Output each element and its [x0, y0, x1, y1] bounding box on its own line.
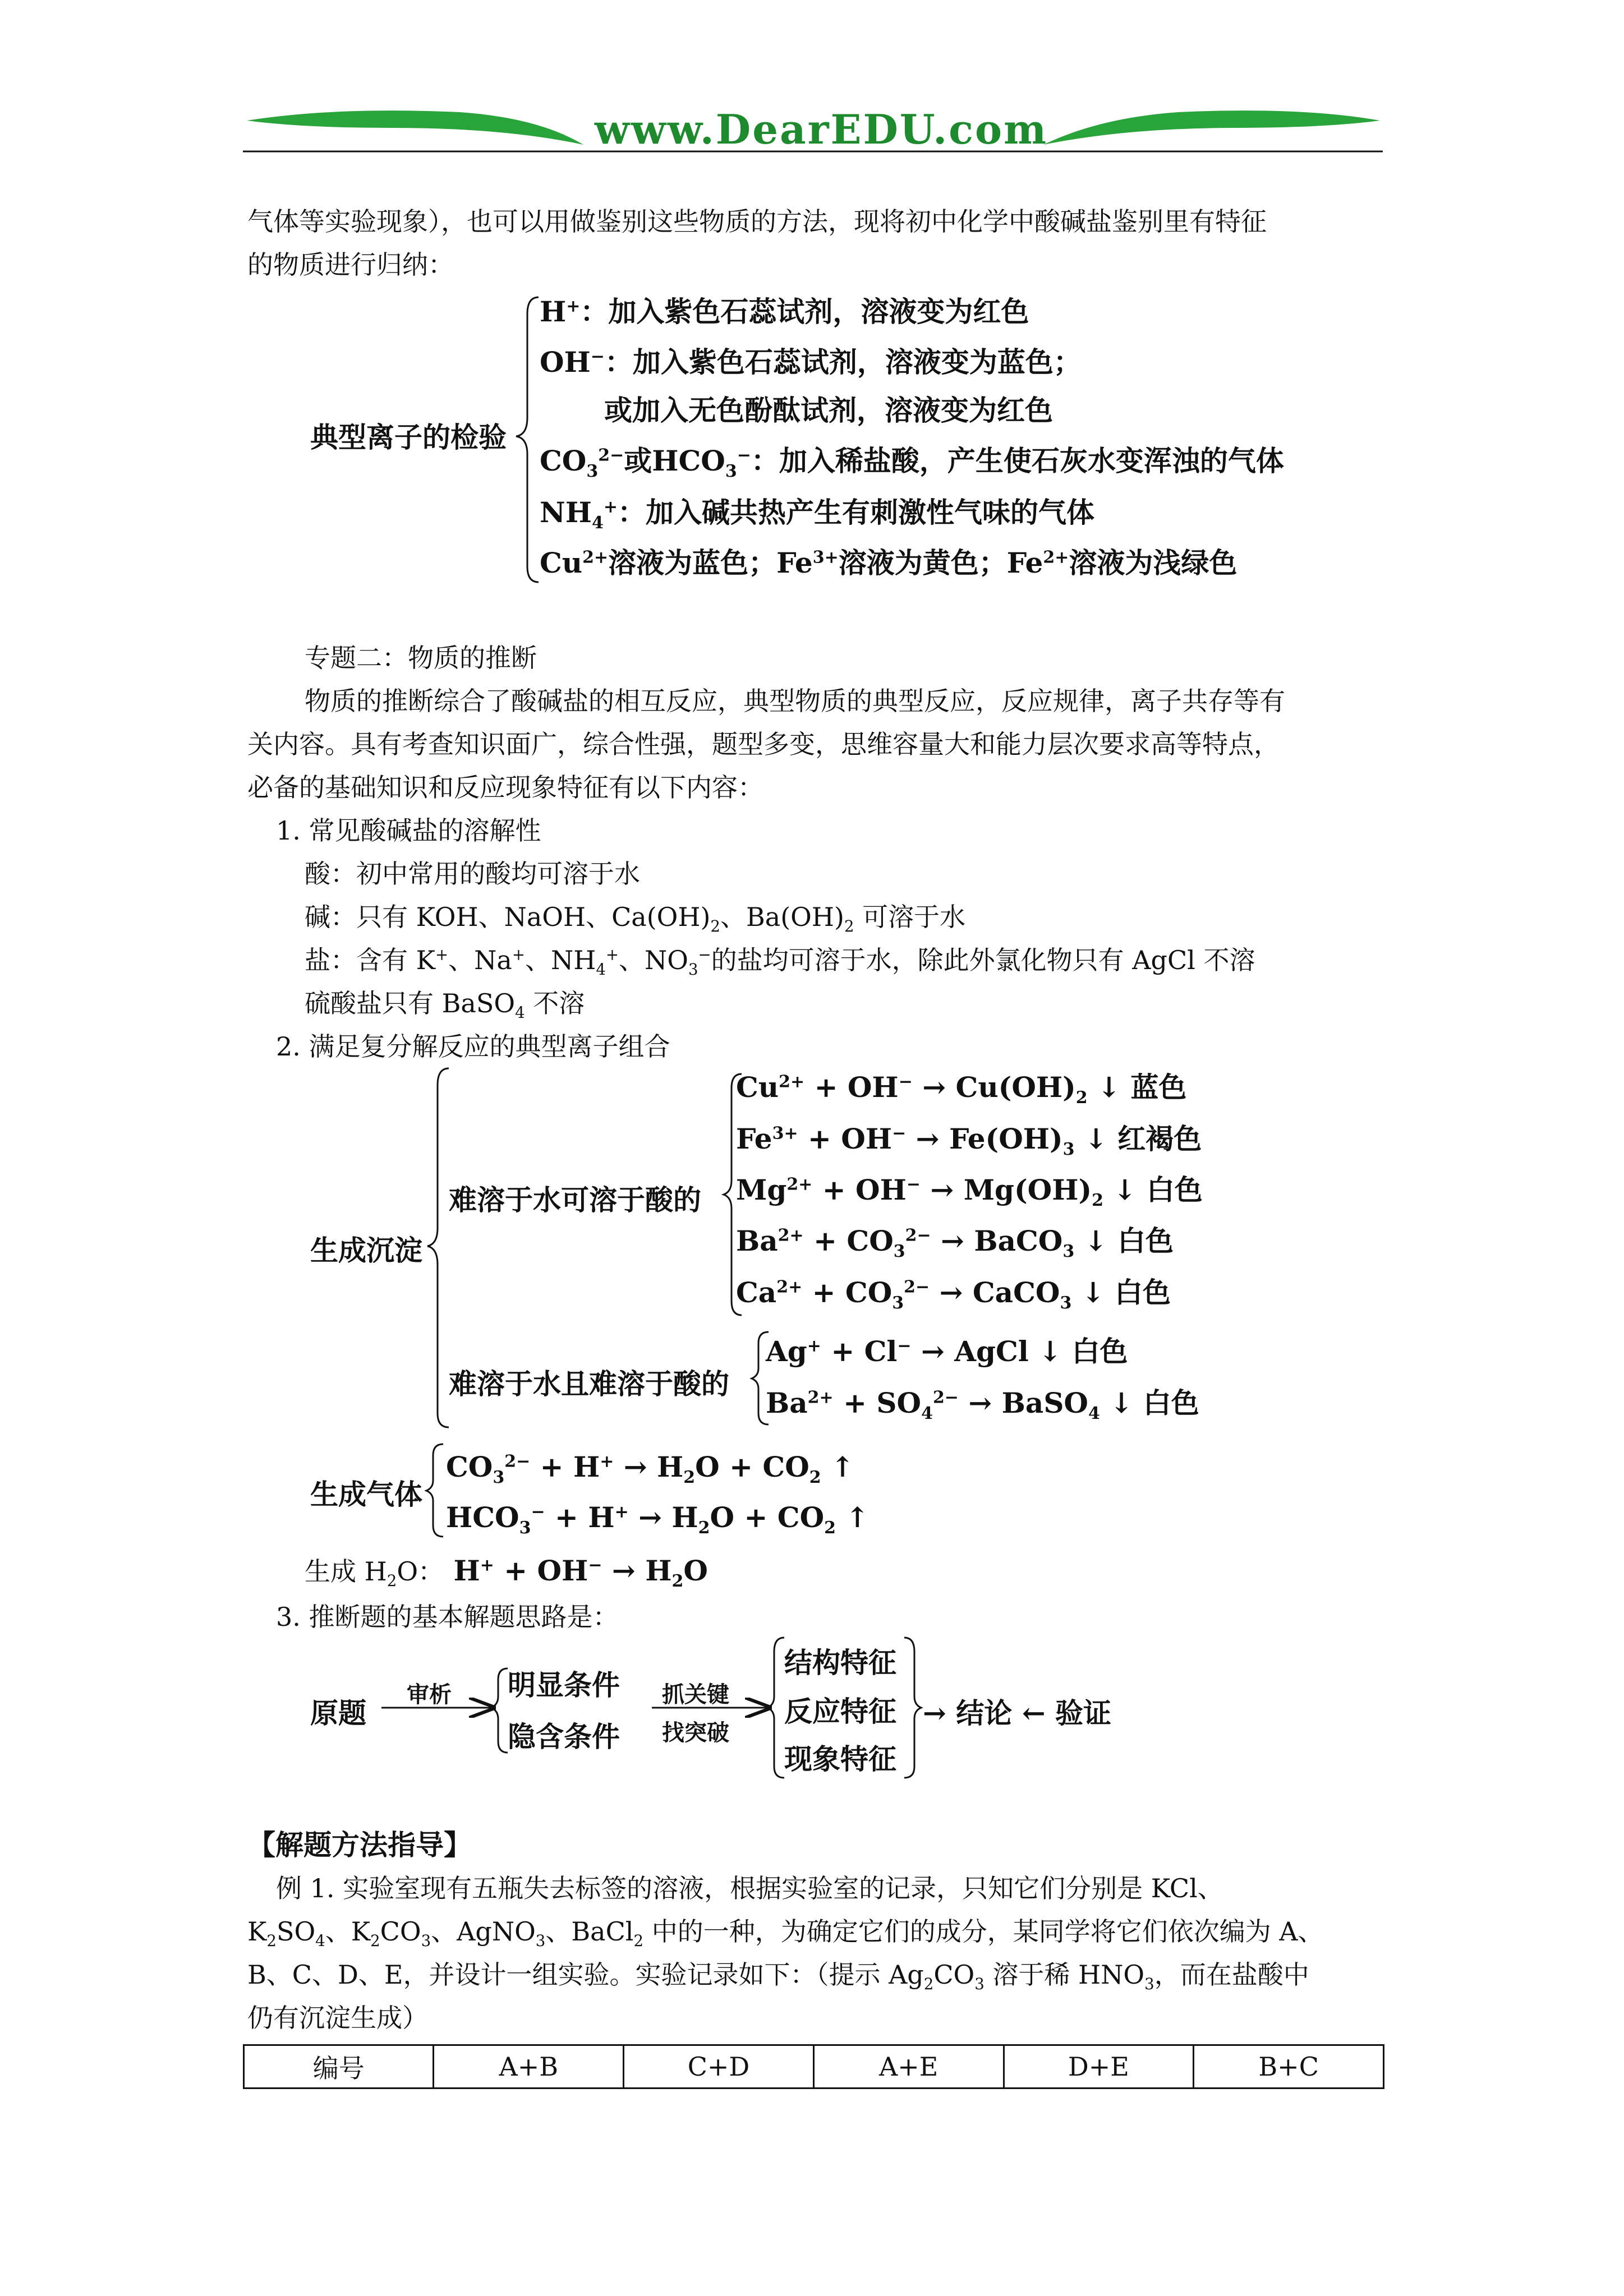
eq-fe: $Fe^{3+} + OH^- \to Fe(OH)_3$ ↓ 红褐色 [736, 1122, 1202, 1159]
approach-structure: 结构特征 [784, 1646, 896, 1679]
record-table [243, 2044, 1384, 2089]
approach-original: 原题 [310, 1696, 366, 1730]
acid-soluble-label: 难溶于水可溶于酸的 [449, 1183, 701, 1216]
intro-line-1: 气体等实验现象），也可以用做鉴别这些物质的方法，现将初中化学中酸碱盐鉴别里有特征 [247, 206, 1267, 237]
topic2-para-1: 物质的推断综合了酸碱盐的相互反应，典型物质的典型反应，反应规律，离子共存等有 [305, 686, 1285, 716]
eq-hco3-gas: $HCO_3^- + H^+ \to H_2O + CO_2$ ↑ [446, 1501, 869, 1538]
gas-label: 生成气体 [310, 1478, 422, 1511]
solubility-sulfate: 硫酸盐只有 BaSO$_4$ 不溶 [305, 988, 585, 1022]
precipitate-label: 生成沉淀 [310, 1234, 422, 1267]
table-header-cell: C+D [624, 2045, 814, 2088]
solubility-salt: 盐：含有 K+、Na+、$NH_4^+$、$NO_3^-$的盐均可溶于水，除此外氯化物只有 AgCl 不溶 [305, 945, 1255, 979]
eq-co3-gas: $CO_3^{2-} + H^+ \to H_2O + CO_2$ ↑ [446, 1450, 854, 1487]
ion-test-label: 典型离子的检验 [310, 421, 507, 454]
table-header-cell: B+C [1194, 2045, 1384, 2088]
topic2-title: 专题二：物质的推断 [305, 643, 537, 673]
approach-heading: 3. 推断题的基本解题思路是： [276, 1602, 619, 1632]
eq-baso4: $Ba^{2+} + SO_4^{2-}$ → BaSO$_4$ ↓ 白色 [766, 1386, 1199, 1423]
water-line: 生成 $H_2O$： $H^+ + OH^- \to H_2O$ [305, 1554, 708, 1591]
ion-nh4-line: $NH_4^+$：加入碱共热产生有刺激性气味的气体 [540, 496, 1094, 533]
solubility-base: 碱：只有 KOH、NaOH、$Ca(OH)_2$、$Ba(OH)_2$ 可溶于水 [305, 902, 966, 936]
approach-result-line: → 结论 ← 验证 [923, 1696, 1112, 1730]
ion-co3-line: $CO_3^{2-}$或$HCO_3^-$：加入稀盐酸，产生使石灰水变浑浊的气体 [540, 444, 1284, 481]
eq-mg: $Mg^{2+} + OH^- \to Mg(OH)_2$ ↓ 白色 [736, 1173, 1203, 1210]
approach-analyze: 审析 [407, 1681, 452, 1708]
record-table-wrap [243, 2044, 1384, 2089]
ion-metal-line: $Cu^{2+}$溶液为蓝色；$Fe^{3+}$溶液为黄色；$Fe^{2+}$溶液为浅绿色 [540, 546, 1237, 579]
eq-agcl: Ag+ + Cl− → AgCl ↓ 白色 [766, 1335, 1128, 1368]
eq-caco3: $Ca^{2+} + CO_3^{2-}$ → CaCO$_3$ ↓ 白色 [736, 1276, 1171, 1313]
table-header-cell: A+B [434, 2045, 624, 2088]
example1-line-3: B、C、D、E，并设计一组实验。实验记录如下：（提示 $Ag_2CO_3$ 溶于稀 $HNO_3$，而在盐酸中 [247, 1960, 1309, 1994]
guide-heading: 【解题方法指导】 [247, 1828, 472, 1861]
combos-heading: 2. 满足复分解反应的典型离子组合 [276, 1031, 670, 1062]
intro-line-2: 的物质进行归纳： [247, 250, 454, 280]
solubility-heading: 1. 常见酸碱盐的溶解性 [276, 815, 541, 846]
example1-line-4: 仍有沉淀生成） [247, 2003, 428, 2033]
eq-cu: $Cu^{2+} + OH^- \to Cu(OH)_2$ ↓ 蓝色 [736, 1071, 1187, 1108]
table-header-cell: 编号 [244, 2045, 434, 2088]
approach-find: 找突破 [662, 1719, 729, 1746]
example1-line-1: 例 1. 实验室现有五瓶失去标签的溶液，根据实验室的记录，只知它们分别是 KCl、 [276, 1873, 1223, 1903]
acid-insoluble-label: 难溶于水且难溶于酸的 [449, 1367, 729, 1400]
table-header-cell: D+E [1004, 2045, 1194, 2088]
table-header-cell: A+E [813, 2045, 1004, 2088]
approach-hidden: 隐含条件 [508, 1720, 620, 1753]
topic2-para-3: 必备的基础知识和反应现象特征有以下内容： [247, 772, 763, 803]
solubility-acid: 酸：初中常用的酸均可溶于水 [305, 859, 640, 889]
ion-oh-line: OH−：加入紫色石蕊试剂，溶液变为蓝色； [540, 345, 1082, 379]
ion-oh-line-2: 或加入无色酚酞试剂，溶液变为红色 [604, 394, 1053, 427]
approach-grasp: 抓关键 [662, 1681, 729, 1708]
eq-baco3: $Ba^{2+} + CO_3^{2-}$ → BaCO$_3$ ↓ 白色 [736, 1224, 1174, 1261]
approach-obvious: 明显条件 [508, 1668, 620, 1702]
topic2-para-2: 关内容。具有考查知识面广，综合性强，题型多变，思维容量大和能力层次要求高等特点， [247, 729, 1280, 759]
table-row [244, 2045, 1384, 2088]
approach-phenomenon: 现象特征 [784, 1742, 896, 1776]
approach-reaction: 反应特征 [784, 1695, 896, 1728]
logo-text: www.DearEDU.com [595, 105, 1048, 153]
example1-line-2: $K_2SO_4$、$K_2CO_3$、AgNO$_3$、BaCl$_2$ 中的一种，为确定它们的成分，某同学将它们依次编为 A、 [247, 1916, 1324, 1951]
ion-h-line: H+：加入紫色石蕊试剂，溶液变为红色 [540, 295, 1029, 328]
